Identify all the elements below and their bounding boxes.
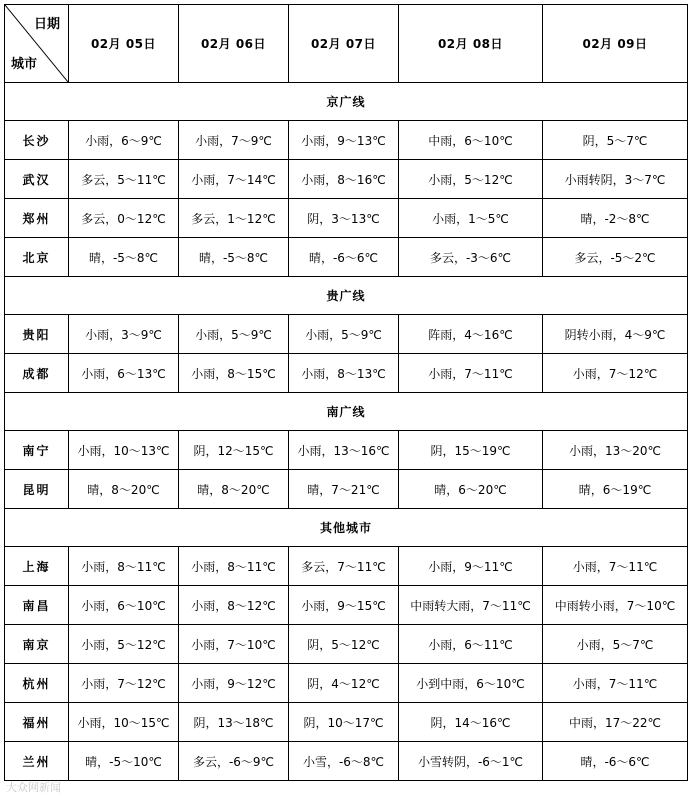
forecast-cell: 小雨，7～11℃ xyxy=(399,354,543,393)
forecast-cell: 小雨转阴，3～7℃ xyxy=(543,160,688,199)
forecast-cell: 小雨，9～12℃ xyxy=(179,664,289,703)
forecast-cell: 小雨，6～13℃ xyxy=(69,354,179,393)
forecast-cell: 小雨，9～15℃ xyxy=(289,586,399,625)
city-name: 福州 xyxy=(5,703,69,742)
forecast-cell: 小雨，10～15℃ xyxy=(69,703,179,742)
table-row xyxy=(5,160,688,199)
forecast-cell: 小雪，-6～8℃ xyxy=(289,742,399,781)
table-row xyxy=(5,547,688,586)
forecast-cell: 阴转小雨，4～9℃ xyxy=(543,315,688,354)
date-header-1: 02月 05日 xyxy=(69,5,179,83)
forecast-cell: 小雨，7～12℃ xyxy=(69,664,179,703)
forecast-cell: 阴，10～17℃ xyxy=(289,703,399,742)
forecast-cell: 小雨，8～11℃ xyxy=(69,547,179,586)
city-name: 北京 xyxy=(5,238,69,277)
city-name: 成都 xyxy=(5,354,69,393)
forecast-cell: 中雨转小雨，7～10℃ xyxy=(543,586,688,625)
forecast-cell: 多云，5～11℃ xyxy=(69,160,179,199)
table-row xyxy=(5,354,688,393)
corner-header-cell xyxy=(5,5,69,83)
forecast-cell: 小雨，3～9℃ xyxy=(69,315,179,354)
table-row xyxy=(5,315,688,354)
table-row xyxy=(5,121,688,160)
forecast-cell: 小雨，10～13℃ xyxy=(69,431,179,470)
forecast-cell: 小雨，5～12℃ xyxy=(69,625,179,664)
forecast-cell: 多云，7～11℃ xyxy=(289,547,399,586)
city-name: 兰州 xyxy=(5,742,69,781)
forecast-cell: 晴，-6～6℃ xyxy=(543,742,688,781)
forecast-cell: 小雨，6～10℃ xyxy=(69,586,179,625)
forecast-cell: 小雨，1～5℃ xyxy=(399,199,543,238)
forecast-cell: 阴，3～13℃ xyxy=(289,199,399,238)
weather-forecast-table xyxy=(4,4,688,781)
corner-city-label: 城市 xyxy=(11,57,38,72)
city-name: 南宁 xyxy=(5,431,69,470)
corner-date-label: 日期 xyxy=(33,17,60,32)
table-row xyxy=(5,199,688,238)
group-title: 贵广线 xyxy=(5,277,688,315)
forecast-cell: 小雨，5～12℃ xyxy=(399,160,543,199)
table-row xyxy=(5,742,688,781)
table-row xyxy=(5,703,688,742)
city-name: 南昌 xyxy=(5,586,69,625)
table-row xyxy=(5,586,688,625)
forecast-cell: 多云，-5～2℃ xyxy=(543,238,688,277)
forecast-cell: 小雨，5～9℃ xyxy=(289,315,399,354)
table-row xyxy=(5,664,688,703)
forecast-cell: 小雨，8～11℃ xyxy=(179,547,289,586)
forecast-cell: 中雨，6～10℃ xyxy=(399,121,543,160)
forecast-cell: 小雨，8～15℃ xyxy=(179,354,289,393)
date-header-3: 02月 07日 xyxy=(289,5,399,83)
forecast-cell: 中雨转大雨，7～11℃ xyxy=(399,586,543,625)
forecast-cell: 晴，6～19℃ xyxy=(543,470,688,509)
city-name: 郑州 xyxy=(5,199,69,238)
forecast-cell: 多云，0～12℃ xyxy=(69,199,179,238)
forecast-cell: 小到中雨，6～10℃ xyxy=(399,664,543,703)
city-name: 武汉 xyxy=(5,160,69,199)
forecast-cell: 小雨，7～11℃ xyxy=(543,664,688,703)
table-row xyxy=(5,238,688,277)
forecast-cell: 晴，7～21℃ xyxy=(289,470,399,509)
forecast-cell: 阴，4～12℃ xyxy=(289,664,399,703)
group-header-row xyxy=(5,393,688,431)
forecast-cell: 小雨，6～9℃ xyxy=(69,121,179,160)
forecast-cell: 小雨，5～7℃ xyxy=(543,625,688,664)
forecast-cell: 小雨，7～10℃ xyxy=(179,625,289,664)
date-header-5: 02月 09日 xyxy=(543,5,688,83)
forecast-cell: 阴，5～12℃ xyxy=(289,625,399,664)
forecast-cell: 晴，-2～8℃ xyxy=(543,199,688,238)
group-title: 京广线 xyxy=(5,83,688,121)
forecast-cell: 小雨，7～9℃ xyxy=(179,121,289,160)
forecast-cell: 小雨，13～16℃ xyxy=(289,431,399,470)
group-header-row xyxy=(5,509,688,547)
forecast-cell: 小雪转阴，-6～1℃ xyxy=(399,742,543,781)
city-name: 长沙 xyxy=(5,121,69,160)
forecast-cell: 阴，13～18℃ xyxy=(179,703,289,742)
forecast-cell: 多云，1～12℃ xyxy=(179,199,289,238)
forecast-cell: 小雨，5～9℃ xyxy=(179,315,289,354)
forecast-cell: 多云，-6～9℃ xyxy=(179,742,289,781)
forecast-cell: 中雨，17～22℃ xyxy=(543,703,688,742)
forecast-cell: 小雨，9～13℃ xyxy=(289,121,399,160)
city-name: 昆明 xyxy=(5,470,69,509)
city-name: 上海 xyxy=(5,547,69,586)
forecast-cell: 晴，-6～6℃ xyxy=(289,238,399,277)
city-name: 南京 xyxy=(5,625,69,664)
forecast-cell: 晴，-5～8℃ xyxy=(179,238,289,277)
forecast-cell: 小雨，9～11℃ xyxy=(399,547,543,586)
forecast-cell: 小雨，7～12℃ xyxy=(543,354,688,393)
forecast-cell: 小雨，7～11℃ xyxy=(543,547,688,586)
table-row xyxy=(5,431,688,470)
forecast-cell: 阴，5～7℃ xyxy=(543,121,688,160)
table-row xyxy=(5,470,688,509)
forecast-cell: 阵雨，4～16℃ xyxy=(399,315,543,354)
forecast-cell: 小雨，13～20℃ xyxy=(543,431,688,470)
forecast-cell: 晴，8～20℃ xyxy=(179,470,289,509)
group-title: 其他城市 xyxy=(5,509,688,547)
group-header-row xyxy=(5,277,688,315)
forecast-cell: 阴，15～19℃ xyxy=(399,431,543,470)
forecast-cell: 小雨，8～12℃ xyxy=(179,586,289,625)
group-header-row xyxy=(5,83,688,121)
city-name: 杭州 xyxy=(5,664,69,703)
forecast-cell: 晴，6～20℃ xyxy=(399,470,543,509)
group-title: 南广线 xyxy=(5,393,688,431)
watermark-logo: 大众网新闻 xyxy=(6,781,61,794)
forecast-cell: 晴，8～20℃ xyxy=(69,470,179,509)
table-row xyxy=(5,625,688,664)
date-header-4: 02月 08日 xyxy=(399,5,543,83)
forecast-cell: 小雨，8～16℃ xyxy=(289,160,399,199)
header-row xyxy=(5,5,688,83)
forecast-cell: 晴，-5～10℃ xyxy=(69,742,179,781)
forecast-cell: 小雨，7～14℃ xyxy=(179,160,289,199)
forecast-cell: 阴，12～15℃ xyxy=(179,431,289,470)
forecast-cell: 小雨，8～13℃ xyxy=(289,354,399,393)
date-header-2: 02月 06日 xyxy=(179,5,289,83)
forecast-cell: 多云，-3～6℃ xyxy=(399,238,543,277)
forecast-cell: 小雨，6～11℃ xyxy=(399,625,543,664)
city-name: 贵阳 xyxy=(5,315,69,354)
forecast-cell: 阴，14～16℃ xyxy=(399,703,543,742)
forecast-cell: 晴，-5～8℃ xyxy=(69,238,179,277)
